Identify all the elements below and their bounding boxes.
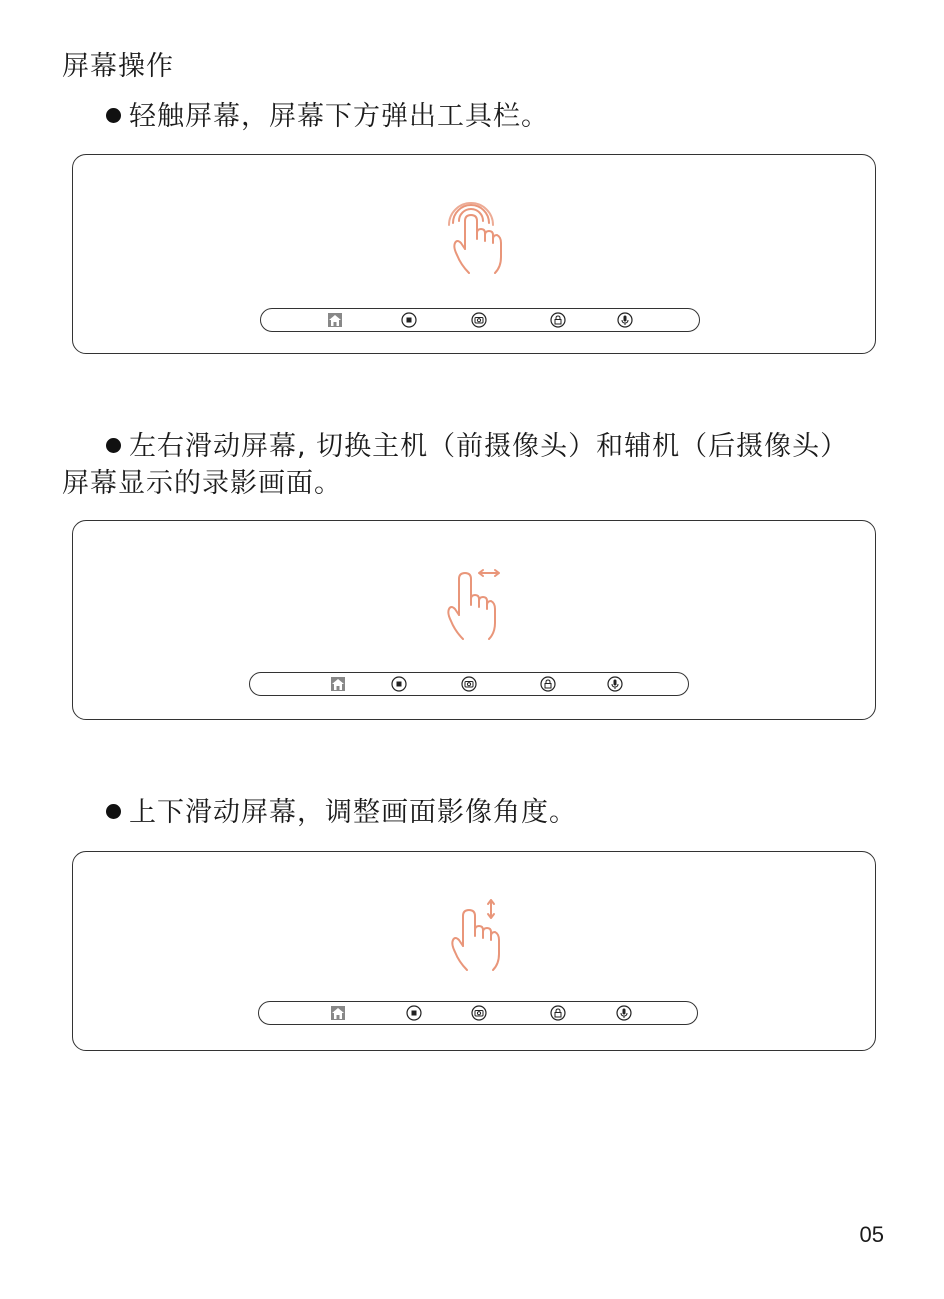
camera-icon[interactable] bbox=[461, 676, 477, 692]
lock-icon[interactable] bbox=[540, 676, 556, 692]
screen-illustration-vertical-swipe bbox=[72, 851, 876, 1051]
record-icon[interactable] bbox=[391, 676, 407, 692]
toolbar bbox=[249, 672, 689, 696]
instruction-1-text: 轻触屏幕，屏幕下方弹出工具栏。 bbox=[129, 101, 549, 132]
record-icon[interactable] bbox=[401, 312, 417, 328]
home-icon[interactable] bbox=[330, 1005, 346, 1021]
microphone-icon[interactable] bbox=[607, 676, 623, 692]
instruction-2-continued: 屏幕显示的录影画面。 bbox=[62, 468, 342, 499]
microphone-icon[interactable] bbox=[616, 1005, 632, 1021]
screen-illustration-horizontal-swipe bbox=[72, 520, 876, 720]
lock-icon[interactable] bbox=[550, 1005, 566, 1021]
toolbar bbox=[258, 1001, 698, 1025]
page-number: 05 bbox=[859, 1222, 884, 1247]
home-icon[interactable] bbox=[330, 676, 346, 692]
instruction-1 bbox=[106, 94, 549, 133]
home-icon[interactable] bbox=[327, 312, 343, 328]
microphone-icon[interactable] bbox=[617, 312, 633, 328]
instruction-2 bbox=[106, 424, 848, 463]
instruction-2-text: 左右滑动屏幕, 切换主机（前摄像头）和辅机（后摄像头） bbox=[129, 431, 849, 462]
screen-illustration-tap bbox=[72, 154, 876, 354]
bullet-icon bbox=[106, 804, 121, 819]
camera-icon[interactable] bbox=[471, 312, 487, 328]
camera-icon[interactable] bbox=[471, 1005, 487, 1021]
instruction-3-text: 上下滑动屏幕，调整画面影像角度。 bbox=[129, 797, 577, 828]
bullet-icon bbox=[106, 438, 121, 453]
record-icon[interactable] bbox=[406, 1005, 422, 1021]
instruction-3 bbox=[106, 790, 577, 829]
section-title: 屏幕操作 bbox=[62, 51, 174, 82]
bullet-icon bbox=[106, 108, 121, 123]
lock-icon[interactable] bbox=[550, 312, 566, 328]
vertical-swipe-icon bbox=[447, 896, 507, 972]
toolbar bbox=[260, 308, 700, 332]
tap-gesture-icon bbox=[445, 199, 505, 275]
horizontal-swipe-icon bbox=[443, 565, 507, 641]
